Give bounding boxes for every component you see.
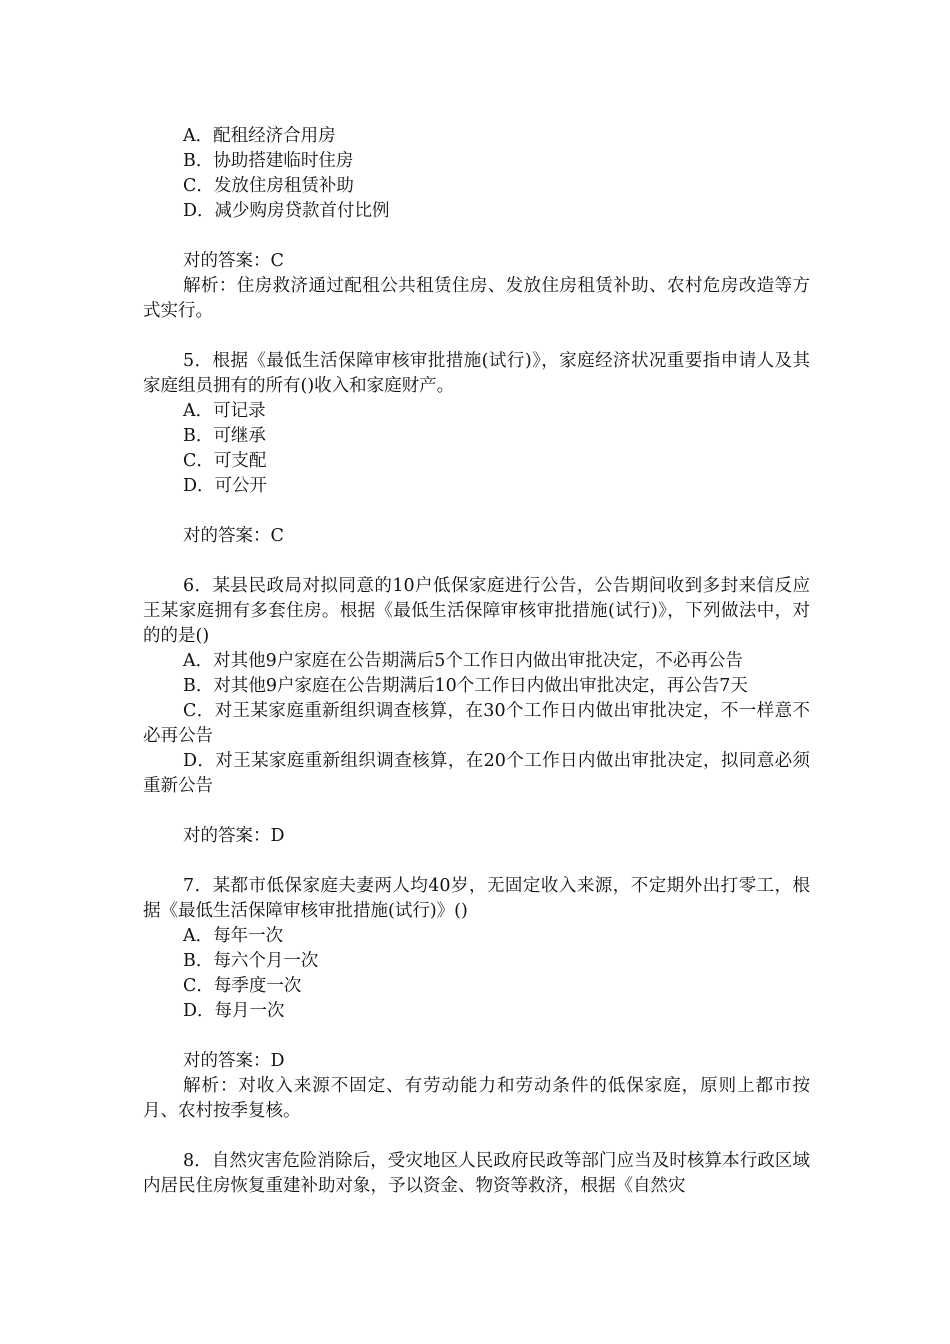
option-c: C．对王某家庭重新组织调查核算，在30个工作日内做出审批决定，不一样意不必再公告 (143, 701, 810, 746)
option-d: D．可公开 (183, 476, 268, 496)
question-4-block (143, 124, 810, 324)
question-5-block (143, 349, 810, 549)
spacer (143, 224, 810, 249)
analysis-text: 解析：对收入来源不固定、有劳动能力和劳动条件的低保家庭，原则上都市按月、农村按季复核。 (143, 1076, 810, 1121)
option-a: A．可记录 (183, 401, 266, 421)
option-c: C．发放住房租赁补助 (183, 176, 354, 196)
document-body (143, 124, 810, 1199)
option-a: A．配租经济合用房 (183, 126, 336, 146)
spacer (143, 799, 810, 824)
question-text: 6．某县民政局对拟同意的10户低保家庭进行公告，公告期间收到多封来信反应王某家庭拥有多套住房。根据《最低生活保障审核审批措施(试行)》，下列做法中，对的的是() (143, 576, 810, 646)
spacer (143, 549, 810, 574)
question-text: 7．某都市低保家庭夫妻两人均40岁，无固定收入来源，不定期外出打零工，根据《最低生活保障审核审批措施(试行)》() (143, 876, 810, 921)
option-b: B．对其他9户家庭在公告期满后10个工作日内做出审批决定，再公告7天 (183, 676, 748, 696)
option-d: D．对王某家庭重新组织调查核算，在20个工作日内做出审批决定，拟同意必须重新公告 (143, 751, 810, 796)
question-text: 5．根据《最低生活保障审核审批措施(试行)》，家庭经济状况重要指申请人及其家庭组员拥有的所有()收入和家庭财产。 (143, 351, 810, 396)
question-6-block (143, 574, 810, 849)
spacer (143, 849, 810, 874)
answer-text: 对的答案：D (183, 826, 285, 846)
option-b: B．可继承 (183, 426, 266, 446)
answer-text: 对的答案：D (183, 1051, 285, 1071)
option-d: D．每月一次 (183, 1001, 285, 1021)
spacer (143, 499, 810, 524)
option-a: A．每年一次 (183, 926, 284, 946)
spacer (143, 1024, 810, 1049)
question-text: 8．自然灾害危险消除后，受灾地区人民政府民政等部门应当及时核算本行政区域内居民住房恢复重建补助对象，予以资金、物资等救济，根据《自然灾 (143, 1151, 810, 1196)
question-7-block (143, 874, 810, 1124)
option-d: D．减少购房贷款首付比例 (183, 201, 390, 221)
answer-text: 对的答案：C (183, 251, 284, 271)
option-a: A．对其他9户家庭在公告期满后5个工作日内做出审批决定，不必再公告 (183, 651, 743, 671)
answer-text: 对的答案：C (183, 526, 284, 546)
analysis-text: 解析：住房救济通过配租公共租赁住房、发放住房租赁补助、农村危房改造等方式实行。 (143, 276, 810, 321)
question-8-block (143, 1149, 810, 1199)
spacer (143, 324, 810, 349)
option-c: C．每季度一次 (183, 976, 302, 996)
option-b: B．协助搭建临时住房 (183, 151, 354, 171)
option-b: B．每六个月一次 (183, 951, 319, 971)
spacer (143, 1124, 810, 1149)
option-c: C．可支配 (183, 451, 267, 471)
